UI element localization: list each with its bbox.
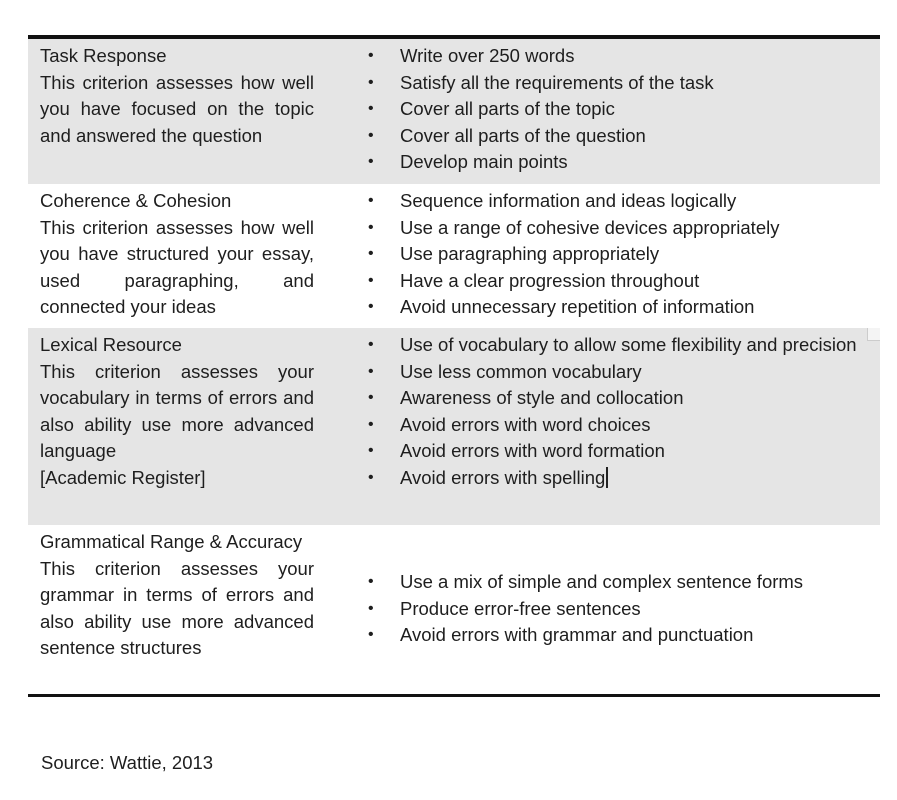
table-row-task-response <box>28 39 880 184</box>
table-row-lexical-resource <box>28 328 880 525</box>
list-item: • Avoid unnecessary repetition of information <box>368 294 868 321</box>
criterion-description: This criterion assesses how well you have structured your essay, used paragraphing, and connected your ideas <box>40 216 314 317</box>
table-row-grammatical-range <box>28 525 880 694</box>
bullet-list <box>368 332 868 491</box>
list-item: • Avoid errors with word formation <box>368 438 868 465</box>
list-item: • Satisfy all the requirements of the task <box>368 70 868 97</box>
bullet-list <box>368 188 868 321</box>
criterion-title: Task Response <box>40 45 167 66</box>
list-item: • Use less common vocabulary <box>368 359 868 386</box>
criterion-cell <box>40 188 314 321</box>
list-item: • Use a mix of simple and complex sentence forms <box>368 569 868 596</box>
list-item: • Sequence information and ideas logically <box>368 188 868 215</box>
criterion-cell <box>40 529 314 662</box>
criterion-cell <box>40 332 314 491</box>
list-item: • Cover all parts of the question <box>368 123 868 150</box>
criterion-description: This criterion assesses your vocabulary in terms of errors and also ability use more advanced language <box>40 360 314 461</box>
table-bottom-rule <box>28 694 880 697</box>
criterion-note: [Academic Register] <box>40 466 206 488</box>
criterion-cell <box>40 43 314 149</box>
list-item: • Avoid errors with word choices <box>368 412 868 439</box>
source-citation: Source: Wattie, 2013 <box>41 752 214 773</box>
list-item: • Awareness of style and collocation <box>368 385 868 412</box>
criterion-title: Lexical Resource <box>40 334 182 355</box>
list-item-with-cursor <box>368 465 868 492</box>
table-row-coherence-cohesion <box>28 184 880 328</box>
list-item: • Use paragraphing appropriately <box>368 241 868 268</box>
criterion-title: Grammatical Range & Accuracy <box>40 531 303 552</box>
list-item: • Avoid errors with grammar and punctuation <box>368 622 868 649</box>
scroll-corner-icon <box>867 328 880 341</box>
list-item: • Use a range of cohesive devices appropriately <box>368 215 868 242</box>
list-item: • Have a clear progression throughout <box>368 268 868 295</box>
list-item: • Develop main points <box>368 149 868 176</box>
list-item-text: Avoid errors with spelling <box>400 466 606 488</box>
list-item: • Write over 250 words <box>368 43 868 70</box>
bullet-list <box>368 43 868 176</box>
text-cursor <box>606 467 608 488</box>
list-item: • Use of vocabulary to allow some flexibility and precision <box>368 332 868 359</box>
criterion-description: This criterion assesses how well you have focused on the topic and answered the question <box>40 71 314 146</box>
list-item: • Produce error-free sentences <box>368 596 868 623</box>
list-item: • Cover all parts of the topic <box>368 96 868 123</box>
criterion-title: Coherence & Cohesion <box>40 190 232 211</box>
bullet-list <box>368 569 868 649</box>
criterion-description: This criterion assesses your grammar in terms of errors and also ability use more advanced sentence structures <box>40 557 314 658</box>
